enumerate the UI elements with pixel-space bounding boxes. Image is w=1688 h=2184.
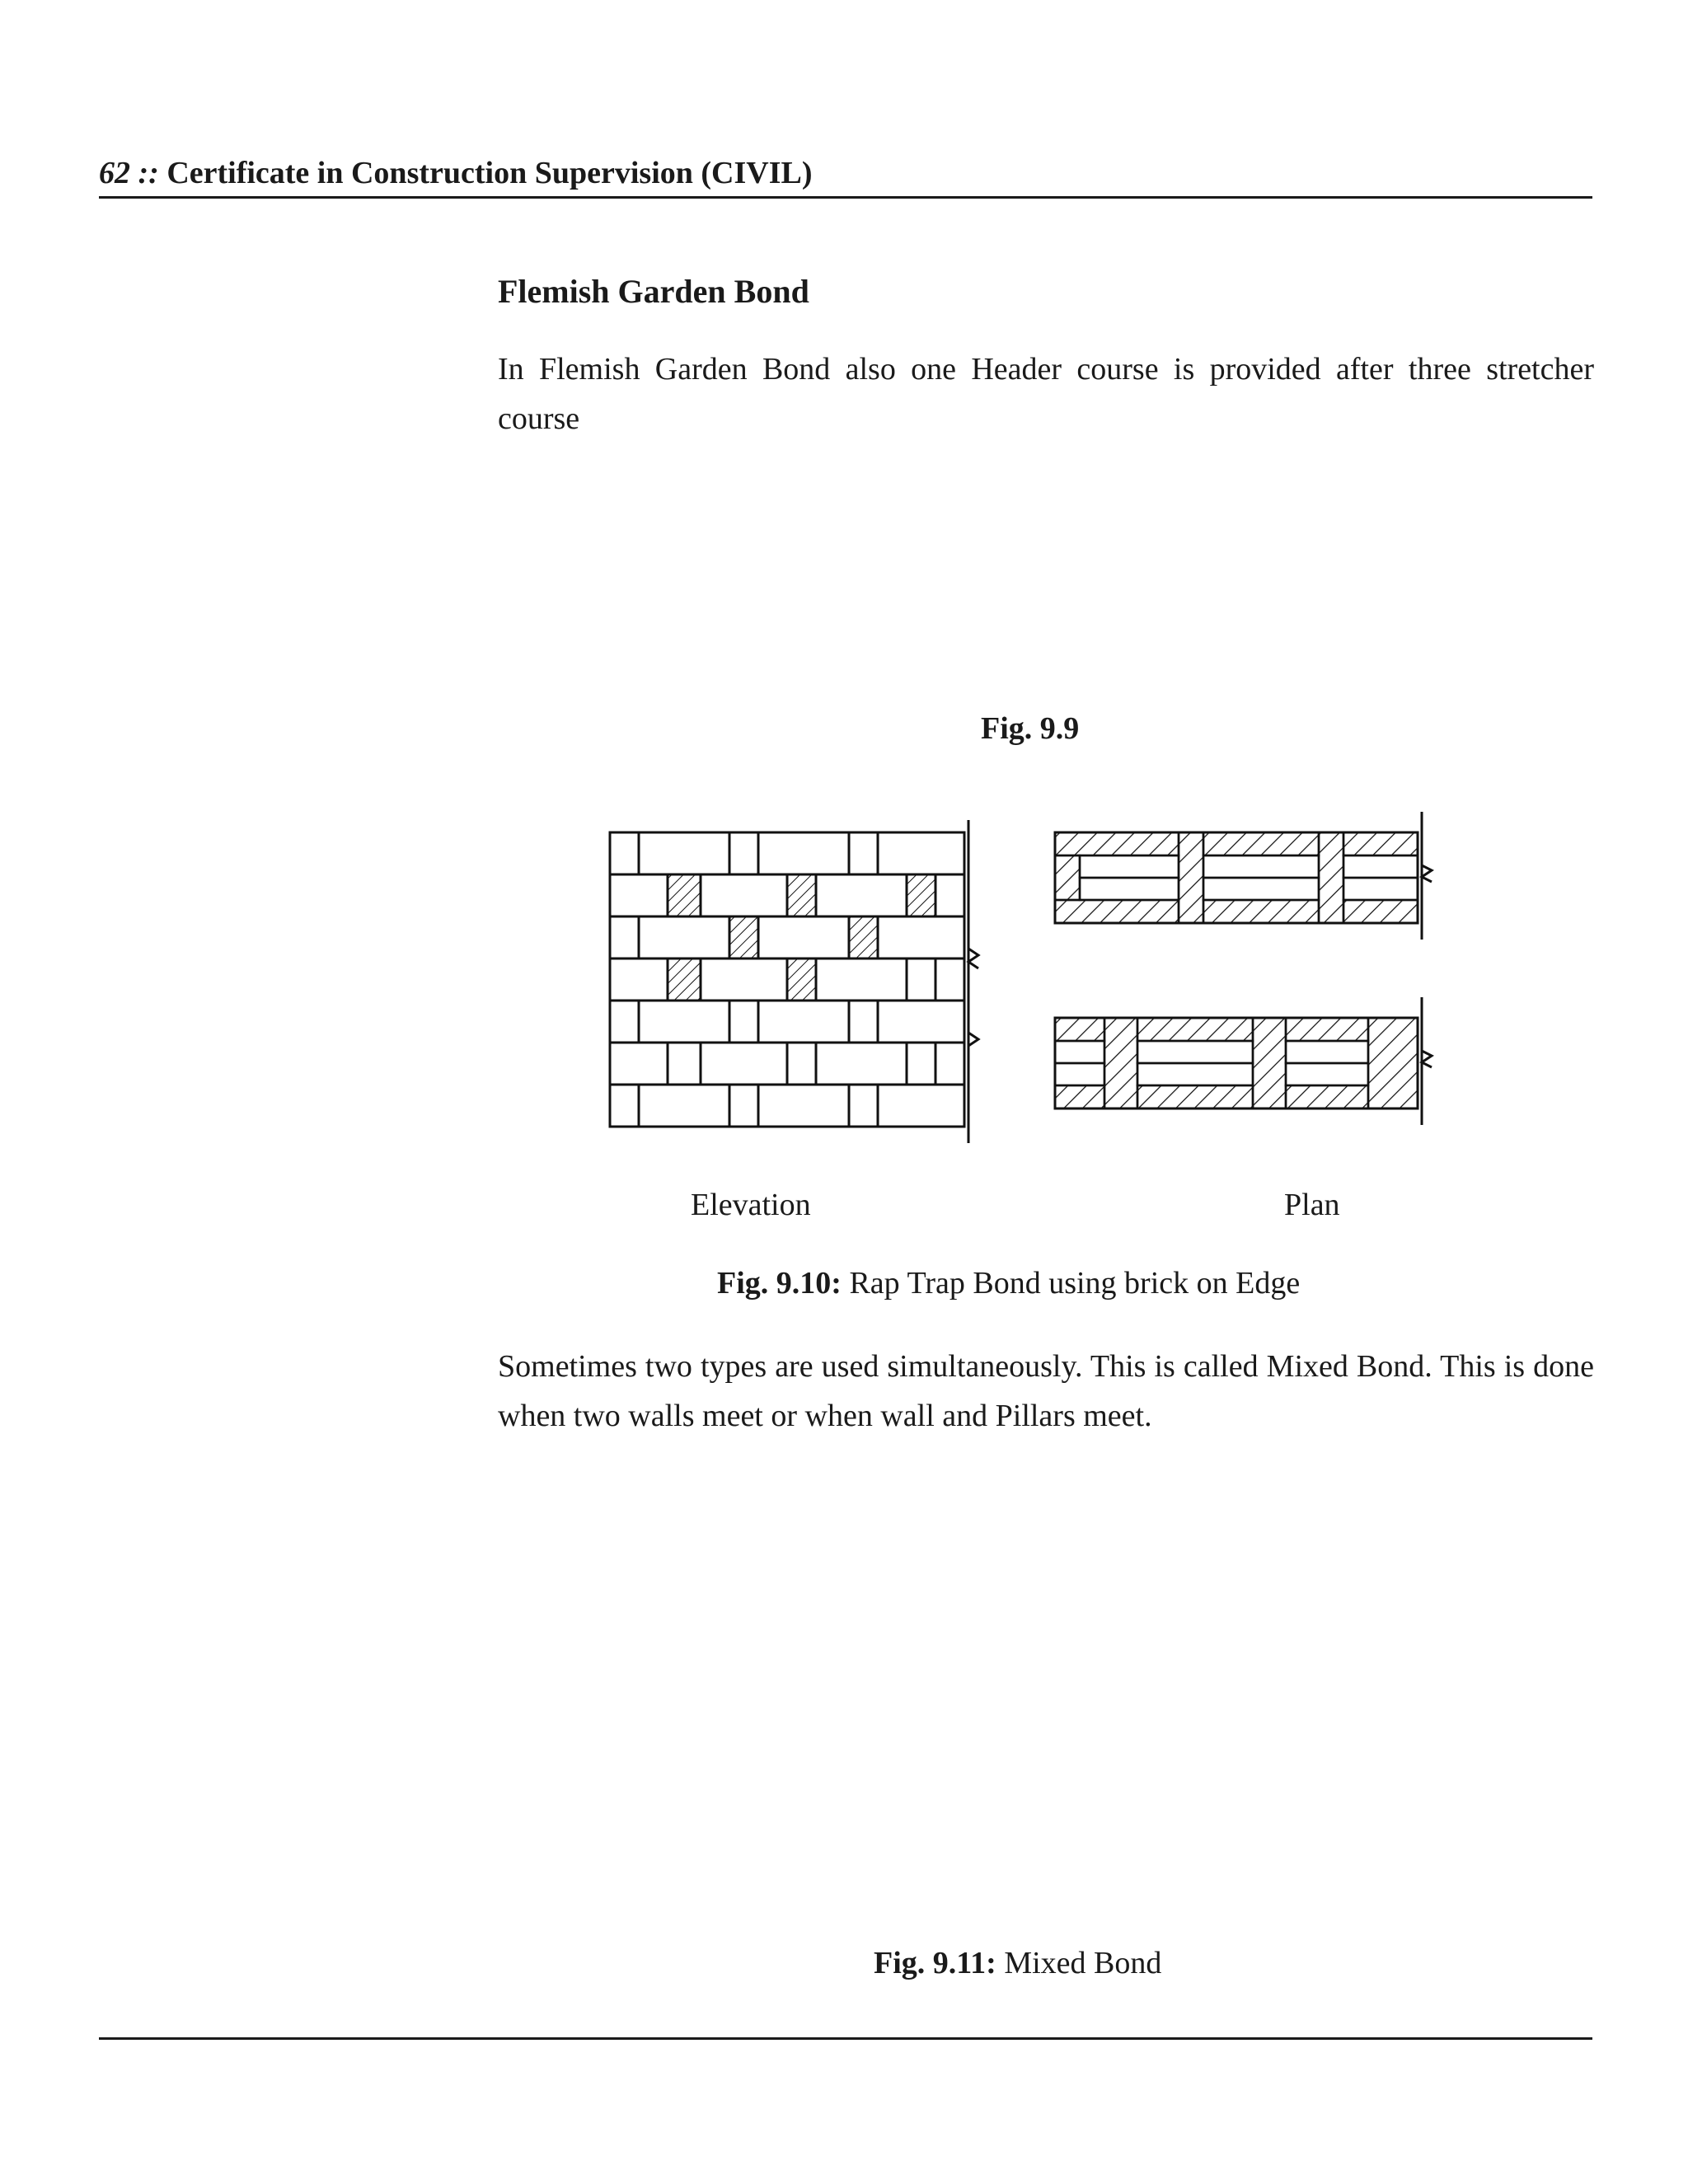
plan-hatched-brick [1179, 832, 1203, 923]
plan-hatched-brick [1368, 1018, 1418, 1108]
stretcher-brick [878, 1085, 964, 1127]
plan-brick [1343, 878, 1418, 900]
fig-9-11-text: Mixed Bond [1004, 1946, 1162, 1980]
stretcher-brick [639, 832, 729, 874]
plan-label: Plan [1284, 1188, 1340, 1222]
plan-hatched-brick [1319, 832, 1343, 923]
header-brick [668, 874, 701, 916]
stretcher-brick [758, 1001, 849, 1043]
plan-hatched-brick [1055, 832, 1179, 855]
stretcher-brick [758, 916, 849, 958]
stretcher-brick [610, 1043, 668, 1085]
stretcher-brick [639, 1085, 729, 1127]
plan-hatched-brick [1286, 1085, 1368, 1108]
plan-break-line [1422, 997, 1432, 1125]
stretcher-brick [610, 916, 639, 958]
header-brick [907, 874, 935, 916]
plan-brick [1137, 1041, 1253, 1063]
stretcher-brick [935, 1043, 964, 1085]
running-header [99, 155, 813, 191]
stretcher-brick [816, 1043, 907, 1085]
plan-brick [1286, 1063, 1368, 1085]
header-brick [729, 916, 758, 958]
flemish-garden-paragraph: In Flemish Garden Bond also one Header course is provided after three stretcher course [498, 352, 1594, 436]
book-title: Certificate in Construction Supervision (CIVIL) [166, 156, 813, 190]
plan-brick [1203, 878, 1319, 900]
stretcher-brick [639, 916, 729, 958]
plan-hatched-brick [1203, 900, 1319, 923]
header-brick [668, 958, 701, 1001]
plan-hatched-brick [1137, 1085, 1253, 1108]
elevation-label: Elevation [691, 1188, 811, 1222]
stretcher-brick [610, 1085, 639, 1127]
header-rule [99, 196, 1592, 199]
stretcher-brick [878, 832, 964, 874]
fig-9-9-label: Fig. 9.9 [981, 711, 1080, 746]
stretcher-brick [701, 1043, 787, 1085]
plan-hatched-brick [1343, 900, 1418, 923]
fig-9-10-caption [717, 1265, 1300, 1301]
plan-hatched-brick [1137, 1018, 1253, 1041]
header-brick [849, 916, 878, 958]
stretcher-brick [701, 958, 787, 1001]
stretcher-brick [849, 832, 878, 874]
plan-hatched-brick [1055, 1018, 1104, 1041]
plan-hatched-brick [1203, 832, 1319, 855]
stretcher-brick [787, 1043, 816, 1085]
fig-9-10-text: Rap Trap Bond using brick on Edge [849, 1266, 1301, 1301]
stretcher-brick [935, 958, 964, 1001]
plan-hatched-brick [1055, 900, 1179, 923]
stretcher-brick [729, 1085, 758, 1127]
plan-brick [1055, 1041, 1104, 1063]
stretcher-brick [816, 958, 907, 1001]
break-mark [968, 949, 978, 968]
stretcher-brick [907, 958, 935, 1001]
break-mark [968, 1033, 978, 1046]
stretcher-brick [878, 1001, 964, 1043]
plan-hatched-brick [1343, 832, 1418, 855]
stretcher-brick [758, 832, 849, 874]
stretcher-brick [849, 1001, 878, 1043]
stretcher-brick [729, 1001, 758, 1043]
plan-brick [1343, 855, 1418, 878]
stretcher-brick [878, 916, 964, 958]
stretcher-brick [816, 874, 907, 916]
elevation-drawing [602, 816, 1030, 1179]
page-number: 62 :: [99, 156, 159, 190]
footer-rule [99, 2037, 1592, 2040]
fig-9-11-prefix: Fig. 9.11: [874, 1946, 996, 1980]
stretcher-brick [610, 832, 639, 874]
section-heading: Flemish Garden Bond [498, 273, 809, 310]
fig-9-11-caption [874, 1945, 1161, 1981]
plan-hatched-brick [1104, 1018, 1137, 1108]
plan-break-line [1422, 812, 1432, 940]
stretcher-brick [729, 832, 758, 874]
stretcher-brick [701, 874, 787, 916]
stretcher-brick [610, 1001, 639, 1043]
stretcher-brick [907, 1043, 935, 1085]
mixed-bond-paragraph: Sometimes two types are used simultaneously. This is called Mixed Bond. This is done when two walls meet or when wall and Pillars meet. [498, 1349, 1594, 1433]
stretcher-brick [935, 874, 964, 916]
plan-brick [1080, 855, 1179, 878]
stretcher-brick [639, 1001, 729, 1043]
header-brick [787, 958, 816, 1001]
plan-brick [1203, 855, 1319, 878]
plan-brick [1080, 878, 1179, 900]
stretcher-brick [668, 1043, 701, 1085]
plan-brick [1055, 1063, 1104, 1085]
plan-hatched-brick [1253, 1018, 1286, 1108]
stretcher-brick [610, 958, 668, 1001]
plan-hatched-brick [1286, 1018, 1368, 1041]
fig-9-10-prefix: Fig. 9.10: [717, 1266, 842, 1301]
stretcher-brick [610, 874, 668, 916]
header-brick [787, 874, 816, 916]
plan-brick [1286, 1041, 1368, 1063]
stretcher-brick [758, 1085, 849, 1127]
plan-hatched-brick [1055, 1085, 1104, 1108]
plan-drawing [1047, 808, 1475, 1137]
plan-hatched-brick [1055, 855, 1080, 900]
plan-brick [1137, 1063, 1253, 1085]
stretcher-brick [849, 1085, 878, 1127]
